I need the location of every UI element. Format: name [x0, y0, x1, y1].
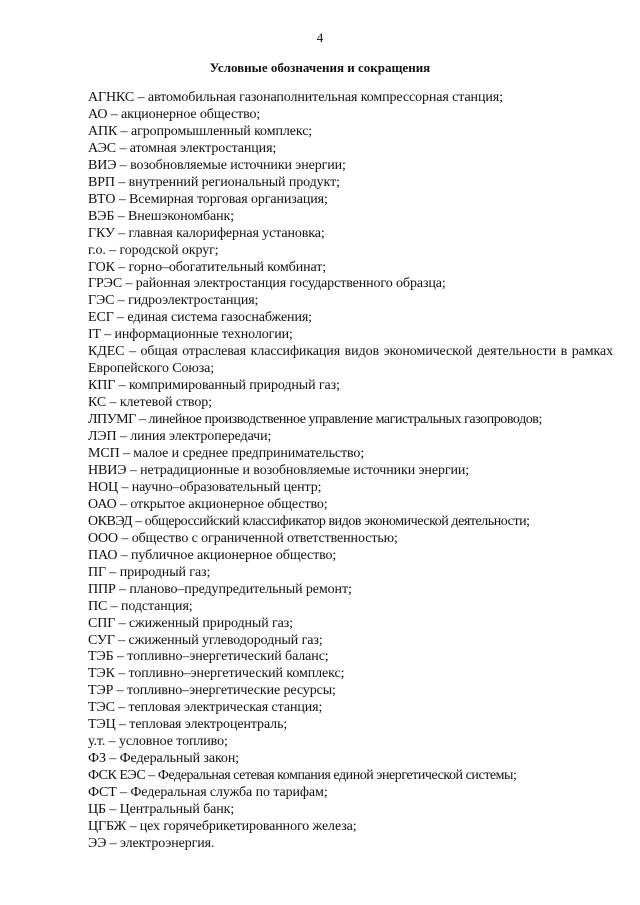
abbreviation-item: ТЭР – топливно–энергетические ресурсы; — [88, 683, 336, 699]
abbreviation-item: ВРП – внутренний региональный продукт; — [88, 174, 340, 190]
abbreviation-item: ТЭЦ – тепловая электроцентраль; — [88, 717, 288, 733]
abbreviation-item: ТЭБ – топливно–энергетический баланс; — [88, 649, 329, 665]
abbreviation-item: г.о. – городской округ; — [88, 242, 219, 258]
abbreviation-item: НВИЭ – нетрадиционные и возобновляемые источники энергии; — [88, 462, 470, 478]
abbreviation-item: АПК – агропромышленный комплекс; — [88, 123, 313, 139]
abbreviation-item: ТЭК – топливно–энергетический комплекс; — [88, 666, 345, 682]
abbreviation-item: АО – акционерное общество; — [88, 106, 261, 122]
abbreviation-item: ОКВЭД – общероссийский классификатор видов экономической деятельности; — [88, 513, 530, 529]
abbreviation-item: ЦБ – Центральный банк; — [88, 802, 235, 818]
abbreviation-item: ГЭС – гидроэлектростанция; — [88, 293, 259, 309]
abbreviation-item: ЛПУМГ – линейное производственное управление магистральных газопроводов; — [88, 412, 542, 428]
abbreviation-item: АГНКС – автомобильная газонаполнительная компрессорная станция; — [88, 90, 503, 105]
abbreviation-item: НОЦ – научно–образовательный центр; — [88, 479, 322, 495]
abbreviation-item: ФСТ – Федеральная служба по тарифам; — [88, 785, 328, 801]
abbreviation-item: ППР – планово–предупредительный ремонт; — [88, 581, 352, 597]
abbreviation-item: ФЗ – Федеральный закон; — [88, 751, 240, 767]
abbreviation-item: КС – клетевой створ; — [88, 395, 212, 411]
abbreviation-item: ЛЭП – линия электропередачи; — [88, 429, 272, 445]
abbreviation-item: ЭЭ – электроэнергия. — [88, 835, 215, 851]
abbreviation-item: ВИЭ – возобновляемые источники энергии; — [88, 157, 346, 173]
abbreviation-item: МСП – малое и среднее предпринимательство; — [88, 446, 365, 462]
abbreviation-item: ТЭС – тепловая электрическая станция; — [88, 700, 323, 716]
abbreviation-item: АЭС – атомная электростанция; — [88, 140, 277, 156]
abbreviation-item: ВТО – Всемирная торговая организация; — [88, 191, 328, 207]
abbreviation-item: ПГ – природный газ; — [88, 564, 211, 580]
abbreviation-item: СУГ – сжиженный углеводородный газ; — [88, 632, 323, 648]
abbreviation-item: ПС – подстанция; — [88, 598, 193, 614]
abbreviation-item: ВЭБ – Внешэкономбанк; — [88, 208, 235, 224]
abbreviation-item: СПГ – сжиженный природный газ; — [88, 615, 293, 631]
abbreviation-item: IT – информационные технологии; — [88, 327, 293, 343]
page-number: 4 — [316, 30, 324, 45]
abbreviation-item: КПГ – компримированный природный газ; — [88, 378, 340, 394]
abbreviation-item: ГКУ – главная калориферная установка; — [88, 225, 325, 241]
abbreviation-item: ЦГБЖ – цех горячебрикетированного железа; — [88, 818, 357, 834]
abbreviation-list — [88, 90, 613, 853]
page-title: Условные обозначения и сокращения — [209, 60, 431, 75]
abbreviation-item: ООО – общество с ограниченной ответственностью; — [88, 530, 398, 546]
abbreviation-item: ОАО – открытое акционерное общество; — [88, 496, 328, 512]
abbreviation-item: ГОК – горно–обогатительный комбинат; — [88, 259, 327, 275]
abbreviation-item: ЕСГ – единая система газоснабжения; — [88, 310, 312, 326]
abbreviation-item: ФСК ЕЭС – Федеральная сетевая компания единой энергетической системы; — [88, 768, 517, 784]
abbreviation-item: у.т. – условное топливо; — [88, 734, 228, 750]
abbreviation-item: ПАО – публичное акционерное общество; — [88, 547, 337, 563]
abbreviation-item: ГРЭС – районная электростанция государственного образца; — [88, 276, 446, 292]
abbreviation-item: КДЕС – общая отраслевая классификация видов экономической деятельности в рамках Европейского Союза; — [88, 344, 613, 377]
